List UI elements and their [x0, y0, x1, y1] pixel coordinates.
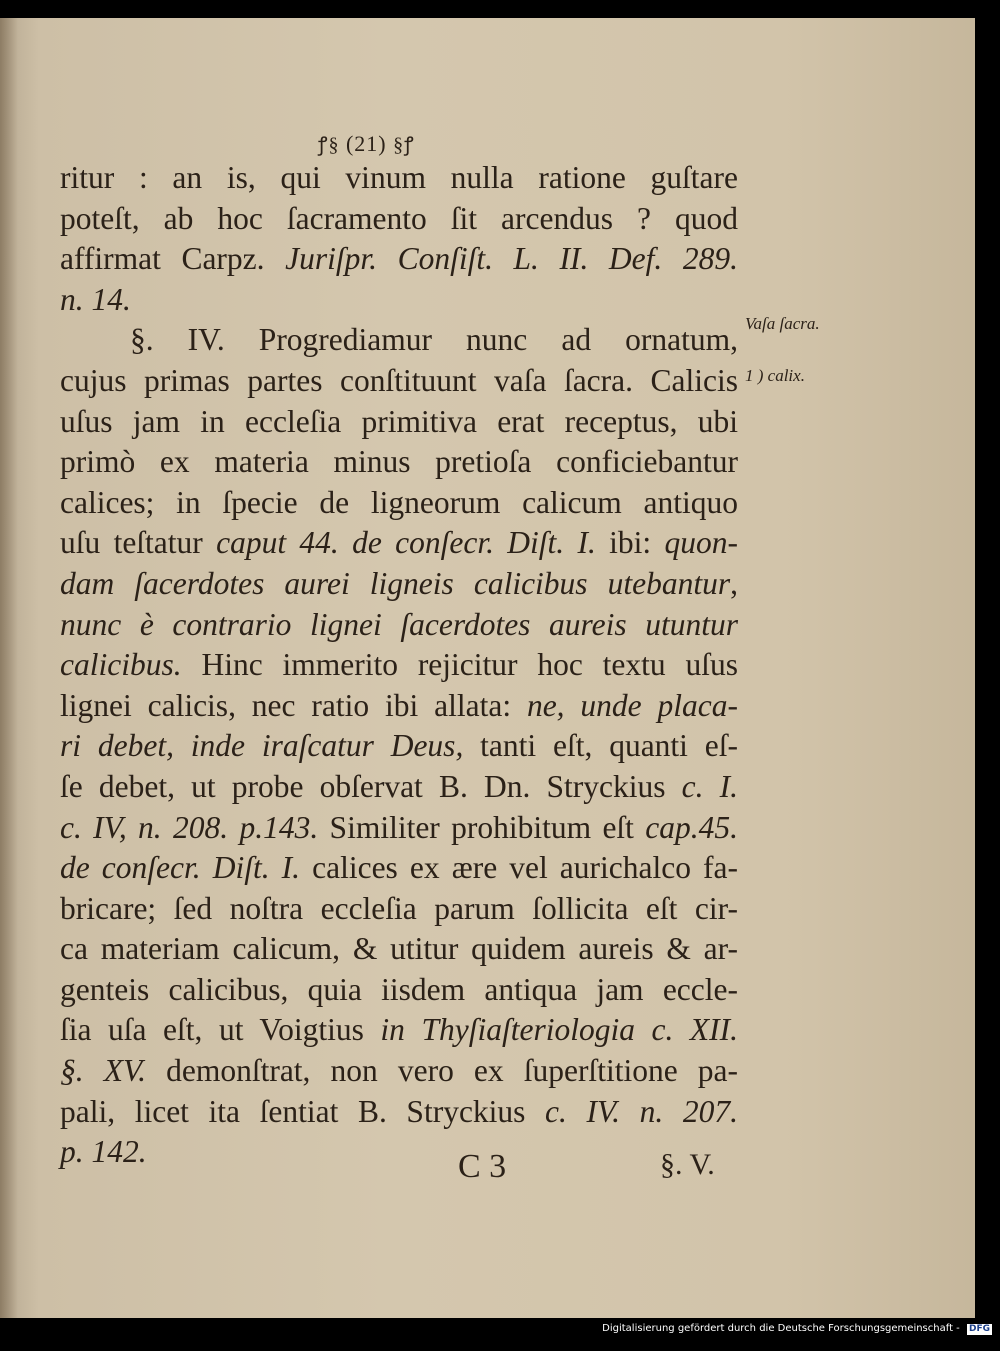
text-line [60, 442, 738, 483]
italic-text: in Thyſiaſteriologia c. XII. [380, 1012, 738, 1048]
margin-note-vasa-sacra: Vaſa ſacra. [745, 314, 820, 333]
italic-text: nunc è contrario lignei ſacerdotes aureis utuntur [60, 606, 738, 642]
text-run: ſe debet, ut probe obſervat B. Dn. Stryckius [60, 768, 682, 804]
text-line [60, 645, 738, 686]
ornament-right-icon: §ꝭ [393, 134, 415, 156]
page-number: (21) [345, 131, 387, 156]
italic-text: c. I. [681, 768, 738, 804]
italic-text: de conſecr. Diſt. I. [60, 850, 301, 886]
italic-text: quon- [664, 525, 738, 561]
text-run: calices; in ſpecie de ligneorum calicum antiquo [60, 484, 738, 520]
footer-bar [0, 1318, 1000, 1351]
text-line [60, 483, 738, 524]
dfg-logo: DFG [968, 1324, 990, 1334]
main-text [60, 158, 738, 1173]
text-line [60, 1092, 738, 1133]
text-run: §. IV. Progrediamur nunc ad ornatum, [130, 322, 738, 358]
text-line [60, 686, 738, 727]
text-run: ibi: [595, 525, 665, 561]
text-run: Similiter prohibitum eſt [318, 809, 646, 845]
text-run: tanti eſt, quanti eſ- [463, 728, 738, 764]
text-line [60, 1010, 738, 1051]
credit-text: Digitalisierung gefördert durch die Deutsche Forschungsgemeinschaft - [602, 1323, 960, 1334]
italic-text: Juriſpr. Conſiſt. L. II. Def. 289. [285, 241, 738, 277]
text-line [60, 564, 738, 605]
text-line [60, 280, 738, 321]
text-line [60, 402, 738, 443]
text-line [60, 320, 738, 361]
italic-text: p. 142. [60, 1134, 147, 1170]
italic-text: caput 44. de conſecr. Diſt. I. [216, 525, 596, 561]
text-run: primò ex materia minus pretioſa conficiebantur [60, 444, 738, 480]
text-run: affirmat Carpz. [60, 241, 286, 277]
text-line [60, 361, 738, 402]
text-line [60, 199, 738, 240]
catchword: §. V. [660, 1148, 715, 1181]
text-run: bricare; ſed noſtra eccleſia parum ſollicita eſt cir- [60, 890, 738, 926]
text-line [60, 767, 738, 808]
margin-note-calix: 1 ) calix. [745, 366, 805, 385]
italic-text: ne, unde placa- [526, 687, 738, 723]
text-line [60, 970, 738, 1011]
text-run: lignei calicis, nec ratio ibi allata: [60, 687, 527, 723]
text-line [60, 605, 738, 646]
text-line [60, 523, 738, 564]
text-line [60, 726, 738, 767]
text-run: poteſt, ab hoc ſacramento ſit arcendus ? quod [60, 200, 738, 236]
text-run: uſus jam in eccleſia primitiva erat receptus, ubi [60, 403, 738, 439]
text-line [60, 1132, 738, 1173]
italic-text: §. XV. [60, 1053, 147, 1089]
text-line [60, 808, 738, 849]
text-run: calices ex ære vel aurichalco fa- [300, 850, 739, 886]
italic-text: cap.45. [645, 809, 738, 845]
footer-credit [602, 1323, 992, 1335]
text-run: genteis calicibus, quia iisdem antiqua jam eccle- [60, 971, 738, 1007]
text-run: ritur : an is, qui vinum nulla ratione guſtare [60, 160, 738, 195]
text-run: ca materiam calicum, & utitur quidem aureis & ar- [60, 931, 738, 967]
text-run: cujus primas partes conſtituunt vaſa ſacra. Calicis [60, 362, 738, 398]
text-line [60, 889, 738, 930]
text-line [60, 848, 738, 889]
text-run: ſia uſa eſt, ut Voigtius [60, 1012, 381, 1048]
italic-text: c. IV. n. 207. [545, 1093, 739, 1129]
text-run: , [730, 565, 738, 601]
text-run: pali, licet ita ſentiat B. Stryckius [60, 1093, 546, 1129]
italic-text: n. 14. [60, 281, 131, 317]
italic-text: calicibus. [60, 647, 182, 683]
text-run: uſu teſtatur [60, 525, 217, 561]
italic-text: c. IV, n. 208. p.143. [60, 809, 319, 845]
text-run: demonſtrat, non vero ex ſuperſtitione pa- [146, 1053, 738, 1089]
text-line [60, 158, 738, 199]
book-page [0, 18, 975, 1318]
text-line [60, 239, 738, 280]
italic-text: dam ſacerdotes aurei ligneis calicibus utebantur [60, 565, 731, 601]
text-run: Hinc immerito rejicitur hoc textu uſus [181, 647, 738, 683]
running-head [318, 130, 415, 157]
text-line [60, 1051, 738, 1092]
italic-text: ri debet, inde iraſcatur Deus, [60, 728, 464, 764]
text-line [60, 929, 738, 970]
ornament-left-icon: ꝭ§ [318, 134, 340, 156]
signature-mark: C 3 [458, 1148, 507, 1185]
